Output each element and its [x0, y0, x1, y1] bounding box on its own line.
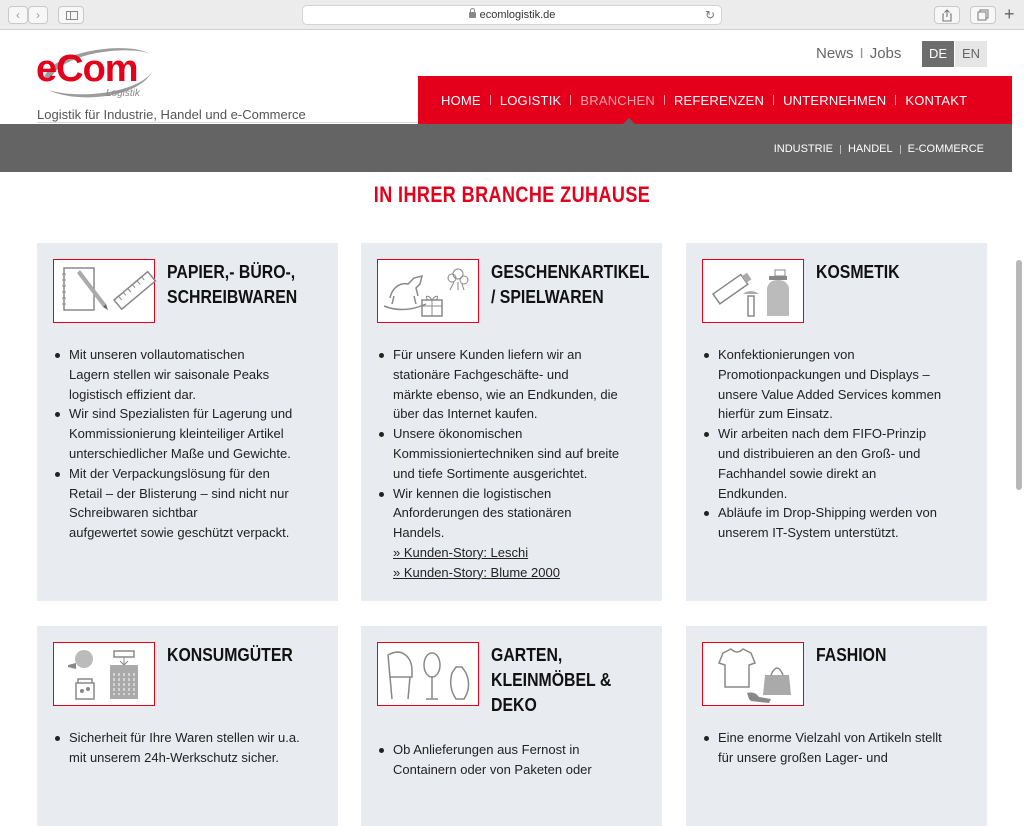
industry-card: [361, 626, 662, 826]
card-title: [491, 260, 658, 310]
bullet-line: Schreibwaren sichtbar: [69, 505, 198, 521]
rocking-horse-gift-icon: [377, 259, 479, 323]
jobs-link[interactable]: Jobs: [869, 45, 902, 62]
tagline-divider: [37, 122, 417, 123]
notebook-pencil-ruler-icon: [53, 259, 155, 323]
cosmetics-bottle-brush-icon: [702, 259, 804, 323]
subnav-divider: [840, 145, 841, 154]
bullet-line: für unsere großen Lager- und: [718, 749, 888, 765]
customer-story-link[interactable]: » Kunden-Story: Leschi: [393, 544, 529, 560]
nav-kontakt[interactable]: KONTAKT: [905, 92, 968, 108]
card-bullet-list: [377, 740, 657, 780]
card-title-line: KLEINMÖBEL &: [491, 670, 612, 690]
bullet-line: Mit der Verpackungslösung für den: [69, 465, 270, 481]
nav-unternehmen[interactable]: UNTERNEHMEN: [783, 92, 887, 108]
card-title-line: SCHREIBWAREN: [167, 287, 298, 307]
card-title: [167, 260, 334, 310]
chair-mirror-vase-icon: [377, 642, 479, 706]
bullet-line: logistisch effizient dar.: [69, 386, 196, 402]
subnav-divider: [900, 145, 901, 154]
scrollbar-thumb[interactable]: [1016, 260, 1022, 490]
nav-logistik[interactable]: LOGISTIK: [499, 92, 562, 108]
bullet-item: [702, 503, 982, 543]
bullet-line: mit unserem 24h-Werkschutz sicher.: [69, 749, 279, 765]
nav-branchen[interactable]: BRANCHEN: [580, 92, 655, 108]
card-title-line: PAPIER,- BÜRO-,: [167, 262, 296, 282]
industry-card: [361, 243, 662, 601]
card-title-line: KONSUMGÜTER: [167, 645, 293, 665]
tab-overview-button[interactable]: [970, 6, 996, 24]
industry-card: [686, 243, 987, 601]
share-icon: [941, 9, 953, 22]
nav-referenzen[interactable]: REFERENZEN: [673, 92, 765, 108]
bullet-line: Ob Anlieferungen aus Fernost in: [393, 742, 580, 757]
bullet-line: und tiefe Sortimente ausgerichtet.: [393, 465, 588, 481]
card-title: [816, 260, 983, 285]
bullet-line: Sicherheit für Ihre Waren stellen wir u.a.: [69, 730, 300, 745]
bullet-line: Konfektionierungen von: [718, 347, 855, 362]
lock-icon: [469, 12, 476, 18]
bullet-line: Endkunden.: [718, 485, 788, 501]
card-title: [816, 643, 983, 668]
bullet-item: [377, 345, 657, 424]
bullet-line: Promotionpackungen und Displays –: [718, 366, 930, 382]
new-tab-button[interactable]: +: [1004, 4, 1015, 24]
customer-story-link[interactable]: » Kunden-Story: Blume 2000: [393, 564, 560, 580]
active-nav-caret: [622, 118, 636, 125]
bullet-line: stationäre Fachgeschäfte- und: [393, 366, 569, 382]
industry-card: [37, 626, 338, 826]
bullet-line: Retail – der Blisterung – sind nicht nur: [69, 485, 289, 501]
subnav-ecommerce[interactable]: E-COMMERCE: [907, 143, 984, 155]
bullet-line: Mit unseren vollautomatischen: [69, 347, 245, 362]
bullet-line: aufgewertet sowie geschützt verpackt.: [69, 525, 290, 541]
bullet-line: märkte ebenso, wie an Endkunden, die: [393, 386, 618, 402]
bullet-line: unsere Value Added Services kommen: [718, 386, 942, 402]
bullet-line: Unsere ökonomischen: [393, 426, 523, 442]
bullet-item: [377, 424, 657, 483]
sub-navigation: [774, 143, 984, 155]
share-button[interactable]: [934, 6, 960, 24]
bullet-item: [53, 464, 333, 543]
card-title-line: DEKO: [491, 695, 537, 715]
bullet-line: Containern oder von Paketen oder: [393, 761, 592, 777]
tabs-icon: [977, 9, 989, 21]
industry-card: [686, 626, 987, 826]
subnav-handel[interactable]: HANDEL: [847, 143, 893, 155]
nav-home[interactable]: HOME: [441, 92, 481, 108]
card-bullet-list: [702, 728, 982, 768]
bullet-line: Wir kennen die logistischen: [393, 485, 552, 501]
bullet-item: [53, 728, 333, 768]
logo[interactable]: [36, 42, 156, 104]
bullet-line: Anforderungen des stationären: [393, 505, 572, 521]
logo-text: eCom: [36, 48, 138, 90]
browser-toolbar: [0, 0, 1024, 30]
bullet-line: hierfür zum Einsatz.: [718, 406, 833, 422]
bullet-line: Handels.: [393, 525, 445, 541]
tagline: Logistik für Industrie, Handel und e-Commerce: [37, 107, 306, 122]
card-title-line: FASHION: [816, 645, 887, 665]
bullet-line: Kommissionierung kleinteiliger Artikel: [69, 426, 284, 442]
bulb-jar-shredder-icon: [53, 642, 155, 706]
sub-navigation-bar: [0, 124, 1012, 172]
card-bullet-list: [377, 345, 657, 583]
bullet-line: Kommissioniertechniken sind auf breite: [393, 445, 620, 461]
bullet-item: [702, 728, 982, 768]
sidebar-toggle-button[interactable]: [58, 6, 84, 24]
bullet-line: Wir arbeiten nach dem FIFO-Prinzip: [718, 426, 927, 442]
back-button[interactable]: ‹: [8, 6, 28, 24]
bullet-line: und distribuieren an den Groß- und: [718, 445, 921, 461]
industry-card: [37, 243, 338, 601]
card-title: [167, 643, 334, 668]
bullet-item: [377, 740, 657, 780]
bullet-line: Für unsere Kunden liefern wir an: [393, 347, 582, 362]
bullet-line: Abläufe im Drop-Shipping werden von: [718, 505, 937, 521]
card-bullet-list: [53, 728, 333, 768]
scrollbar[interactable]: [1014, 30, 1024, 768]
bullet-line: unterschiedlicher Maße und Gewichte.: [69, 445, 291, 461]
top-links-separator: I: [859, 45, 864, 62]
address-bar[interactable]: [302, 5, 722, 25]
forward-button[interactable]: ›: [28, 6, 48, 24]
top-links: [816, 45, 901, 62]
bullet-item: [702, 424, 982, 503]
bullet-line: über das Internet kaufen.: [393, 406, 538, 422]
card-title-line: KOSMETIK: [816, 262, 900, 282]
news-link[interactable]: News: [816, 45, 854, 62]
url-text: ecomlogistik.de: [479, 9, 556, 21]
bullet-item: [377, 484, 657, 543]
bullet-line: Eine enorme Vielzahl von Artikeln stellt: [718, 730, 942, 745]
bullet-line: Lagern stellen wir saisonale Peaks: [69, 366, 270, 382]
bullet-line: Fachhandel sowie direkt an: [718, 465, 877, 481]
lang-de-button[interactable]: DE: [922, 41, 954, 67]
card-title-line: GESCHENKARTIKEL: [491, 262, 650, 282]
card-title-line: GARTEN,: [491, 645, 563, 665]
reload-icon[interactable]: ↻: [704, 8, 715, 22]
main-navigation: [418, 76, 1012, 124]
card-bullet-list: [53, 345, 333, 543]
shirt-bag-shoe-icon: [702, 642, 804, 706]
page-headline: IN IHRER BRANCHE ZUHAUSE: [373, 182, 651, 207]
bullet-item: [53, 345, 333, 404]
logo-subtext: Logistik: [106, 88, 140, 99]
bullet-item: [702, 345, 982, 424]
card-title: [491, 643, 658, 718]
subnav-industrie[interactable]: INDUSTRIE: [773, 143, 833, 155]
bullet-line: Wir sind Spezialisten für Lagerung und: [69, 406, 293, 422]
card-title-line: / SPIELWAREN: [491, 287, 604, 307]
sidebar-icon: [66, 11, 78, 20]
card-bullet-list: [702, 345, 982, 543]
bullet-line: unserem IT-System unterstützt.: [718, 525, 899, 541]
lang-en-button[interactable]: EN: [955, 41, 987, 67]
bullet-item: [53, 404, 333, 463]
